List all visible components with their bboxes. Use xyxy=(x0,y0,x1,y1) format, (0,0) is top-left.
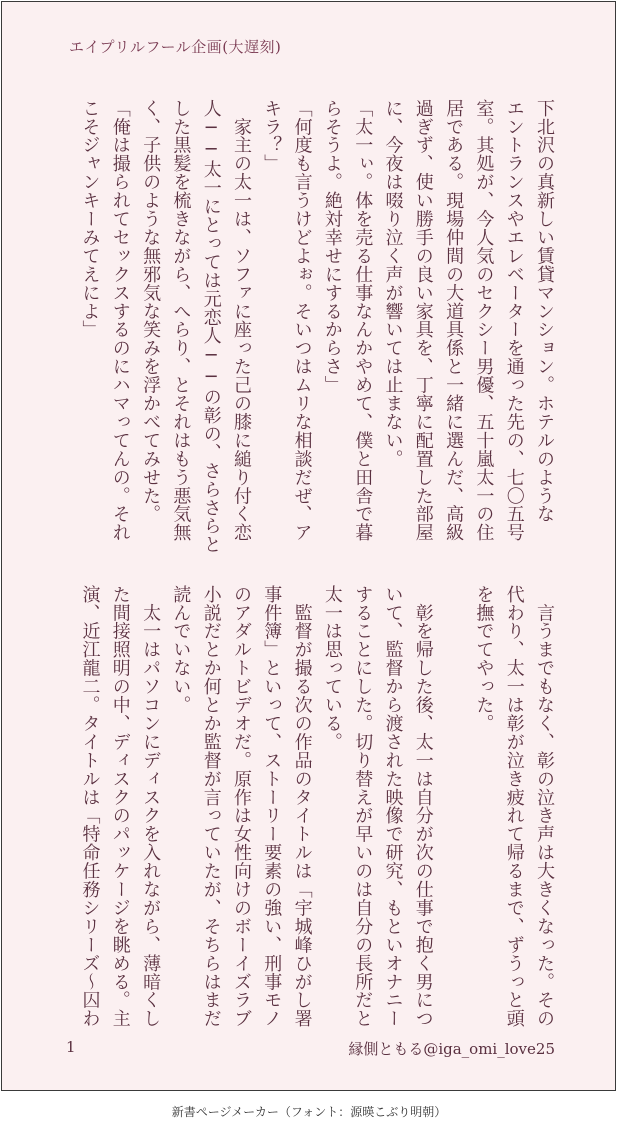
text-column: 家主の太一は、ソファに座った己の膝に縋り付く恋 xyxy=(231,99,252,542)
text-column: た間接照明の中、ディスクのパッケージを眺める。主 xyxy=(109,585,131,1028)
text-column: した黒髪を梳きながら、へらり、とそれはもう悪気無 xyxy=(170,99,192,542)
text-column: 演、近江龍二。タイトルは「特命任務シリーズ～囚わ xyxy=(79,585,101,1028)
author-credit: 縁側ともる@iga_omi_love25 xyxy=(348,1040,555,1058)
text-column: く、子供のような無邪気な笑みを浮かべてみせた。 xyxy=(140,99,162,524)
text-column: 「太一ぃ。体を売る仕事なんかやめて、僕と田舎で暮 xyxy=(352,99,374,542)
text-column: 小説だとか何とか監督が言っていたが、そちらはまだ xyxy=(200,585,222,1028)
text-column: 人──太一にとっては元恋人──の彰の、さらさらと xyxy=(200,99,222,554)
text-column: 太一は思っている。 xyxy=(321,585,343,752)
text-column: こそジャンキーみてえによ」 xyxy=(79,99,101,339)
text-column: 監督が撮る次の作品のタイトルは「宇城峰ひがし署 xyxy=(291,585,313,1028)
text-column: 「何度も言うけどよぉ。そいつはムリな相談だぜ、ア xyxy=(291,99,313,542)
text-column: 太一はパソコンにディスクを入れながら、薄暗くし xyxy=(140,585,162,1028)
text-column: を撫でてやった。 xyxy=(473,585,495,733)
text-column: 居である。現場仲間の大道具係と一緒に選んだ、高級 xyxy=(443,99,465,542)
text-column: エントランスやエレベーターを通った先の、七〇五号 xyxy=(503,99,525,542)
text-column: いて、監督から渡された映像で研究、もといオナニー xyxy=(382,585,404,1028)
page-number: 1 xyxy=(66,1038,76,1056)
generator-caption: 新書ページメーカー（フォント：源暎こぶり明朝） xyxy=(171,1105,447,1119)
text-column: に、今夜は啜り泣く声が響いては止まない。 xyxy=(382,99,404,468)
text-column: 代わり、太一は彰が泣き疲れて帰るまで、ずうっと頭 xyxy=(503,585,525,1028)
text-column: 「俺は撮られてセックスするのにハマってんの。それ xyxy=(109,99,131,542)
text-column: 読んでいない。 xyxy=(170,585,192,715)
page-header: エイプリルフール企画(大遅刻) xyxy=(69,38,282,56)
text-column: 過ぎず、使い勝手の良い家具を、丁寧に配置した部屋 xyxy=(412,99,434,542)
book-page xyxy=(1,1,616,1091)
text-column: 下北沢の真新しい賃貸マンション。ホテルのような xyxy=(534,99,555,524)
text-column: キラ？」 xyxy=(261,99,283,173)
text-column: することにした。切り替えが早いのは自分の長所だと xyxy=(352,585,374,1028)
text-column: 室。其処が、今人気のセクシー男優、五十嵐太一の住 xyxy=(473,99,495,542)
text-column: 事件簿」といって、ストーリー要素の強い、刑事モノ xyxy=(261,585,283,1028)
text-column: のアダルトビデオだ。原作は女性向けのボーイズラブ xyxy=(231,585,252,1028)
text-column: 彰を帰した後、太一は自分が次の仕事で抱く男につ xyxy=(412,585,434,1028)
text-column: らそうよ。絶対幸せにするからさ」 xyxy=(321,99,343,395)
text-column: 言うまでもなく、彰の泣き声は大きくなった。その xyxy=(534,585,555,1028)
